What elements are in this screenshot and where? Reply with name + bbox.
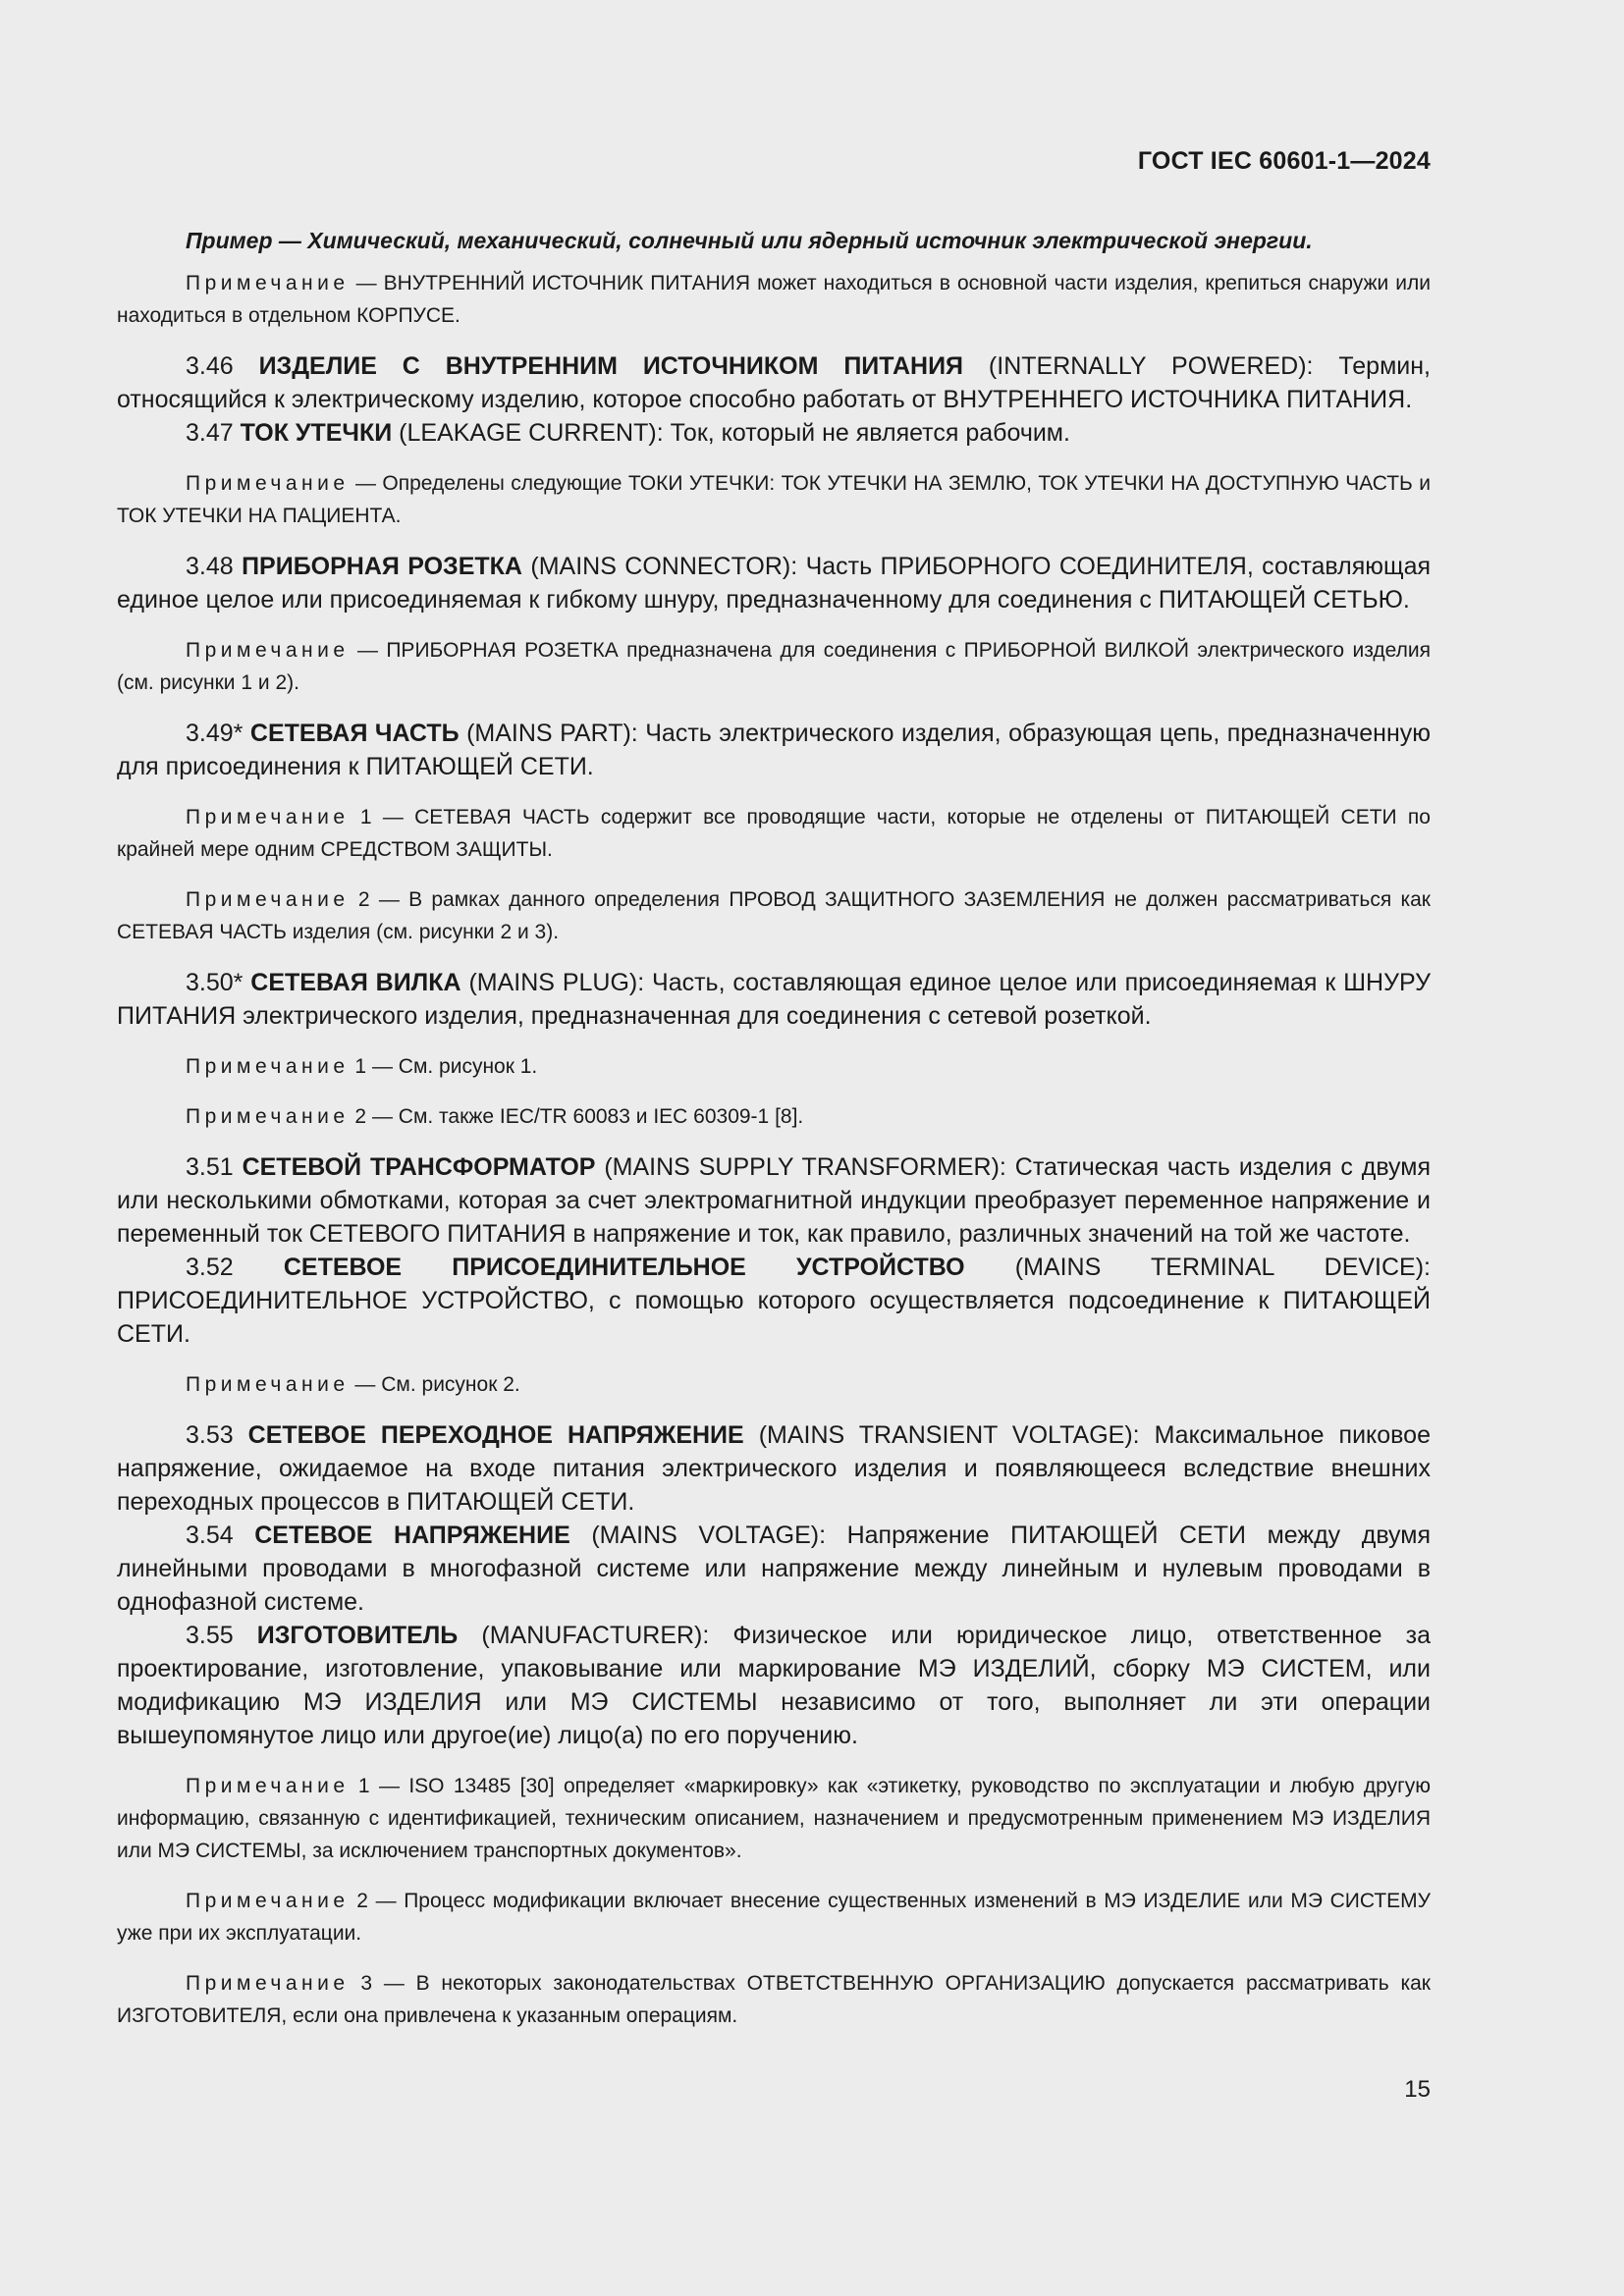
note-text: — В рамках данного определения ПРОВОД ЗАЩИТНОГО ЗАЗЕМЛЕНИЯ не должен рассматриваться как СЕТЕВАЯ ЧАСТЬ изделия (см. рисунки 2 и 3). <box>117 888 1431 943</box>
term-text: (MAINS SUPPLY TRANSFORMER): Статическая часть изделия с двумя или несколькими обмотками, которая за счет электромагнитной индукции преобразует переменное напряжение и переменный ток СЕТЕВОГО ПИТАНИЯ в напряжение и ток, как правило, различных значений на той же частоте. <box>117 1153 1432 1248</box>
page-number: 15 <box>1404 2076 1431 2103</box>
term-title: ТОК УТЕЧКИ <box>240 419 393 447</box>
term-number: 3.46 <box>186 352 234 380</box>
term-text: (MAINS TRANSIENT VOLTAGE): Максимальное пиковое напряжение, ожидаемое на входе питания электрического изделия и появляющееся вследствие внешних переходных процессов в ПИТАЮЩЕЙ СЕТИ. <box>117 1421 1431 1516</box>
term-number: 3.48 <box>186 553 234 580</box>
term-text: (MAINS PLUG): Часть, составляющая единое целое или присоединяемая к ШНУРУ ПИТАНИЯ электрического изделия, предназначенная для соединения с сетевой розеткой. <box>117 969 1431 1030</box>
term-title: ИЗГОТОВИТЕЛЬ <box>256 1622 459 1649</box>
note-paragraph <box>117 1368 1431 1401</box>
term-title: СЕТЕВОЕ НАПРЯЖЕНИЕ <box>254 1522 570 1549</box>
term-title: СЕТЕВАЯ ВИЛКА <box>250 969 461 996</box>
note-number: 2 <box>354 1105 367 1128</box>
note-paragraph <box>117 1050 1431 1083</box>
term-number: 3.49* <box>186 720 244 747</box>
note-text: — См. рисунок 1. <box>371 1055 538 1078</box>
term-definition <box>117 1619 1431 1752</box>
term-text: (INTERNALLY POWERED): Термин, относящийся к электрическому изделию, которое способно работать от ВНУТРЕННЕГО ИСТОЧНИКА ПИТАНИЯ. <box>117 352 1431 413</box>
term-title: СЕТЕВАЯ ЧАСТЬ <box>249 720 460 747</box>
note-paragraph <box>117 634 1431 699</box>
note-paragraph <box>117 883 1431 948</box>
term-definition <box>117 1519 1431 1619</box>
note-number: 1 <box>357 1775 370 1797</box>
note-number: 1 <box>354 1055 367 1078</box>
term-number: 3.53 <box>186 1421 234 1449</box>
note-label: Примечание <box>186 1775 350 1797</box>
note-text: — См. также IEC/TR 60083 и IEC 60309-1 [8]. <box>371 1105 804 1128</box>
note-text: — Определены следующие ТОКИ УТЕЧКИ: ТОК УТЕЧКИ НА ЗЕМЛЮ, ТОК УТЕЧКИ НА ДОСТУПНУЮ ЧАСТЬ и ТОК УТЕЧКИ НА ПАЦИЕНТА. <box>117 472 1431 527</box>
term-title: ПРИБОРНАЯ РОЗЕТКА <box>242 553 522 580</box>
term-title: СЕТЕВОЕ ПЕРЕХОДНОЕ НАПРЯЖЕНИЕ <box>247 1421 744 1449</box>
note-text: — ВНУТРЕННИЙ ИСТОЧНИК ПИТАНИЯ может находиться в основной части изделия, крепиться снаружи или находиться в отдельном КОРПУСЕ. <box>117 272 1431 327</box>
note-paragraph <box>117 267 1431 332</box>
note-number: 2 <box>357 888 370 911</box>
note-label: Примечание <box>186 272 350 294</box>
note-paragraph <box>117 1100 1431 1133</box>
term-number: 3.50* <box>186 969 244 996</box>
note-paragraph <box>117 467 1431 532</box>
term-title: СЕТЕВОЕ ПРИСОЕДИНИТЕЛЬНОЕ УСТРОЙСТВО <box>283 1254 965 1281</box>
term-title: ИЗДЕЛИЕ С ВНУТРЕННИМ ИСТОЧНИКОМ ПИТАНИЯ <box>258 352 964 380</box>
term-definition <box>117 1251 1431 1351</box>
term-number: 3.47 <box>186 419 234 447</box>
term-definition <box>117 1150 1431 1251</box>
term-definition <box>117 550 1431 616</box>
term-title: СЕТЕВОЙ ТРАНСФОРМАТОР <box>242 1153 596 1181</box>
term-number: 3.52 <box>186 1254 234 1281</box>
note-label: Примечание <box>186 1972 350 1995</box>
term-text: (MAINS TERMINAL DEVICE): ПРИСОЕДИНИТЕЛЬНОЕ УСТРОЙСТВО, с помощью которого осуществляется подсоединение к ПИТАЮЩЕЙ СЕТИ. <box>117 1254 1431 1348</box>
note-text: — ПРИБОРНАЯ РОЗЕТКА предназначена для соединения с ПРИБОРНОЙ ВИЛКОЙ электрического изделия (см. рисунки 1 и 2). <box>117 639 1431 694</box>
term-text: (MANUFACTURER): Физическое или юридическое лицо, ответственное за проектирование, изготовление, упаковывание или маркирование МЭ ИЗДЕЛИЙ, сборку МЭ СИСТЕМ, или модификацию МЭ ИЗДЕЛИЯ или МЭ СИСТЕМЫ независимо от того, выполняет ли эти операции вышеупомянутое лицо или другое(ие) лицо(а) по его поручению. <box>117 1622 1432 1749</box>
term-definition <box>117 416 1431 450</box>
standard-header: ГОСТ IEC 60601-1—2024 <box>1137 147 1431 175</box>
note-label: Примечание <box>186 1105 350 1128</box>
note-label: Примечание <box>186 1890 350 1912</box>
note-paragraph <box>117 801 1431 866</box>
term-definition <box>117 1418 1431 1519</box>
note-label: Примечание <box>186 639 350 662</box>
term-definition <box>117 966 1431 1033</box>
note-text: — ISO 13485 [30] определяет «маркировку» как «этикетку, руководство по эксплуатации и любую другую информацию, связанную с идентификацией, техническим описанием, назначением и предусмотренным применением МЭ ИЗДЕЛИЯ или МЭ СИСТЕМЫ, за исключением транспортных документов». <box>117 1775 1431 1862</box>
term-text: (MAINS CONNECTOR): Часть ПРИБОРНОГО СОЕДИНИТЕЛЯ, составляющая единое целое или присоединяемая к гибкому шнуру, предназначенному для соединения с ПИТАЮЩЕЙ СЕТЬЮ. <box>117 553 1432 614</box>
term-number: 3.51 <box>186 1153 234 1181</box>
term-number: 3.54 <box>186 1522 234 1549</box>
note-label: Примечание <box>186 1055 350 1078</box>
note-paragraph <box>117 1885 1431 1949</box>
note-number: 2 <box>356 1890 368 1912</box>
note-text: — СЕТЕВАЯ ЧАСТЬ содержит все проводящие части, которые не отделены от ПИТАЮЩЕЙ СЕТИ по крайней мере одним СРЕДСТВОМ ЗАЩИТЫ. <box>117 806 1431 861</box>
note-paragraph <box>117 1967 1431 2032</box>
term-definition <box>117 349 1431 416</box>
document-body <box>117 224 1431 2050</box>
term-definition <box>117 717 1431 783</box>
example-line: Пример — Химический, механический, солнечный или ядерный источник электрической энергии. <box>186 228 1313 253</box>
term-text: (LEAKAGE CURRENT): Ток, который не является рабочим. <box>399 419 1070 447</box>
note-paragraph <box>117 1770 1431 1867</box>
term-number: 3.55 <box>186 1622 234 1649</box>
note-number: 1 <box>359 806 372 828</box>
note-text: — В некоторых законодательствах ОТВЕТСТВЕННУЮ ОРГАНИЗАЦИЮ допускается рассматривать как ИЗГОТОВИТЕЛЯ, если она привлечена к указанным операциям. <box>117 1972 1431 2027</box>
note-label: Примечание <box>186 888 350 911</box>
note-label: Примечание <box>186 806 350 828</box>
term-text: (MAINS PART): Часть электрического изделия, образующая цепь, предназначенную для присоединения к ПИТАЮЩЕЙ СЕТИ. <box>117 720 1432 780</box>
note-text: — См. рисунок 2. <box>354 1373 520 1396</box>
note-label: Примечание <box>186 472 350 495</box>
term-text: (MAINS VOLTAGE): Напряжение ПИТАЮЩЕЙ СЕТИ между двумя линейными проводами в многофазной системе или напряжение между линейным и нулевым проводами в однофазной системе. <box>117 1522 1432 1616</box>
note-text: — Процесс модификации включает внесение существенных изменений в МЭ ИЗДЕЛИЕ или МЭ СИСТЕМУ уже при их эксплуатации. <box>117 1890 1431 1945</box>
note-number: 3 <box>360 1972 373 1995</box>
note-label: Примечание <box>186 1373 350 1396</box>
